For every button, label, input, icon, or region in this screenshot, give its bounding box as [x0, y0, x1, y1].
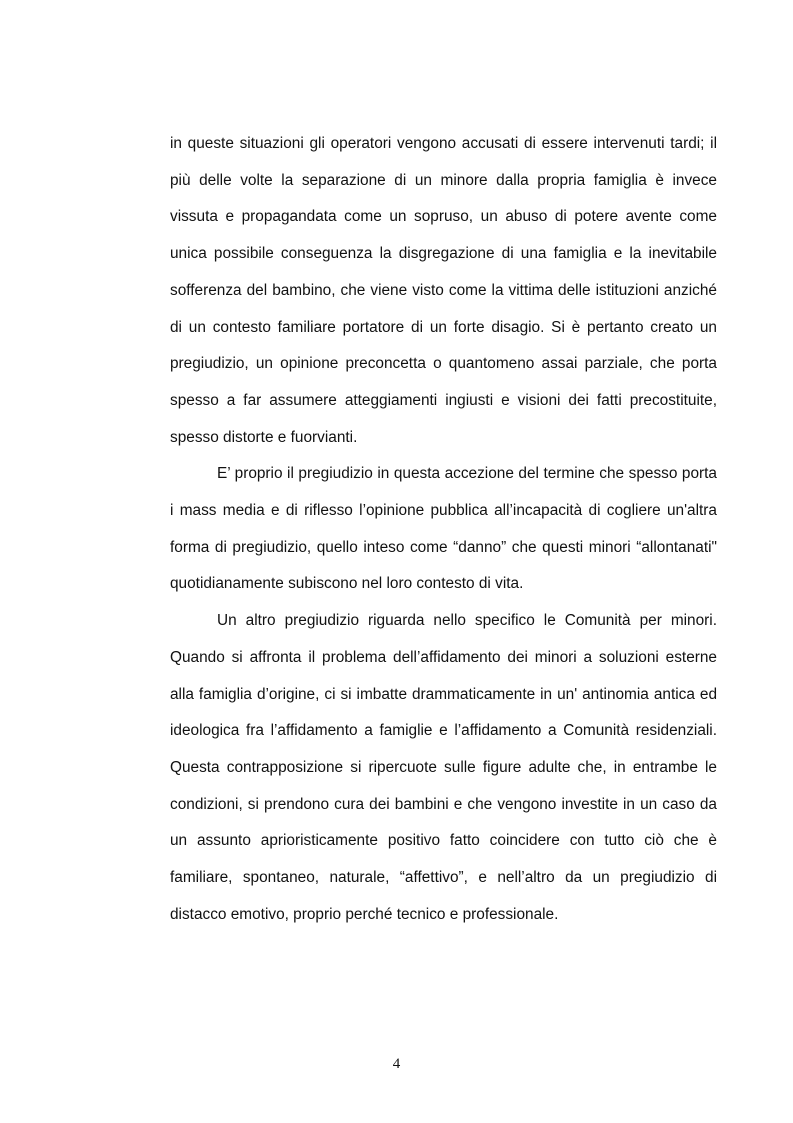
paragraph-3: Un altro pregiudizio riguarda nello specifico le Comunità per minori. Quando si affronta il problema dell’affidamento dei minori a soluzioni esterne alla famiglia d’origine, ci si imbatte drammaticamente in un' antinomia antica ed ideologica fra l’affidamento a famiglie e l’affidamento a Comunità residenziali. Questa contrapposizione si ripercuote sulle figure adulte che, in entrambe le condizioni, si prendono cura dei bambini e che vengono investite in un caso da un assunto aprioristicamente positivo fatto coincidere con tutto ciò che è familiare, spontaneo, naturale, “affettivo”, e nell’altro da un pregiudizio di distacco emotivo, proprio perché tecnico e professionale.	[170, 612, 717, 923]
body-text	[170, 126, 717, 933]
paragraph-2: E’ proprio il pregiudizio in questa accezione del termine che spesso porta i mass media e di riflesso l’opinione pubblica all’incapacità di cogliere un'altra forma di pregiudizio, quello inteso come “danno” che questi minori “allontanati" quotidianamente subiscono nel loro contesto di vita.	[170, 465, 717, 593]
paragraph-1: in queste situazioni gli operatori vengono accusati di essere intervenuti tardi; il più delle volte la separazione di un minore dalla propria famiglia è invece vissuta e propagandata come un sopruso, un abuso di potere avente come unica possibile conseguenza la disgregazione di una famiglia e la inevitabile sofferenza del bambino, che viene visto come la vittima delle istituzioni anziché di un contesto familiare portatore di un forte disagio. Si è pertanto creato un pregiudizio, un opinione preconcetta o quantomeno assai parziale, che porta spesso a far assumere atteggiamenti ingiusti e visioni dei fatti precostituite, spesso distorte e fuorvianti.	[170, 135, 717, 446]
page-number: 4	[392, 1056, 401, 1072]
